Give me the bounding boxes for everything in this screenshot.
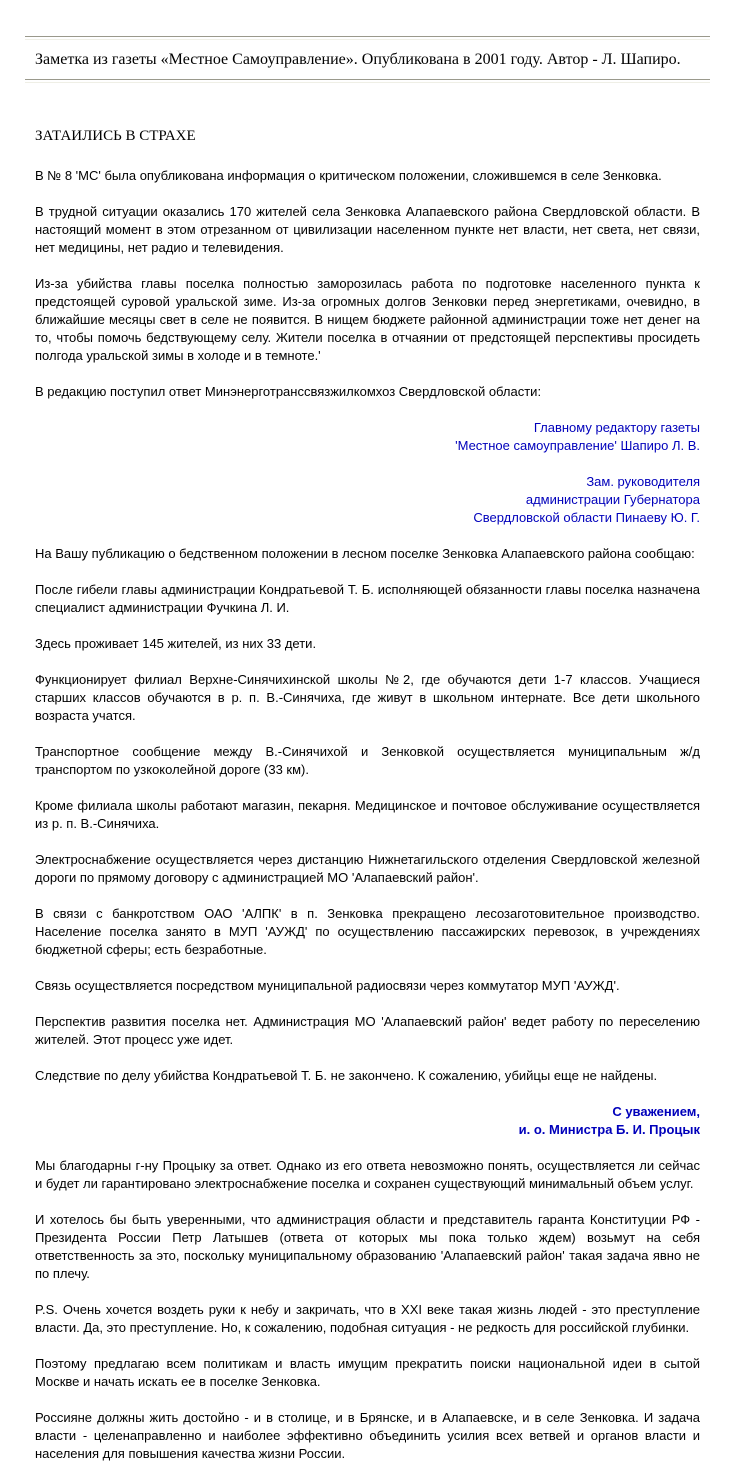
paragraph: В трудной ситуации оказались 170 жителей села Зенковка Алапаевского района Свердловской области. В настоящий момент в этом отрезанном от цивилизации населенном пункте нет власти, нет света, нет связи, нет медицины, нет радио и телевидения. <box>35 204 700 255</box>
paragraph: Поэтому предлагаю всем политикам и власть имущим прекратить поиски национальной идеи в сытой Москве и начать искать ее в поселке Зенковка. <box>35 1356 700 1389</box>
paragraph: Россияне должны жить достойно - и в столице, и в Брянске, и в Алапаевске, и в селе Зенковка. И задача власти - целенаправленно и наиболее эффективно объединить усилия всех ветвей и органов власти и населения для повышения качества жизни России. <box>35 1410 700 1461</box>
address-line: Главному редактору газеты <box>533 420 700 435</box>
address-line: Свердловской области Пинаеву Ю. Г. <box>473 510 700 525</box>
paragraph: P.S. Очень хочется воздеть руки к небу и закричать, что в XXI веке такая жизнь людей - это преступление власти. Да, это преступление. Но, к сожалению, подобная ситуация - не редкость для российской глубинки. <box>35 1302 700 1335</box>
paragraph: Связь осуществляется посредством муниципальной радиосвязи через коммутатор МУП 'АУЖД'. <box>35 978 620 993</box>
paragraph: Электроснабжение осуществляется через дистанцию Нижнетагильского отделения Свердловской железной дороги по прямому договору с администрацией МО 'Алапаевский район'. <box>35 852 700 885</box>
address-line: 'Местное самоуправление' Шапиро Л. В. <box>455 438 700 453</box>
paragraph: Кроме филиала школы работают магазин, пекарня. Медицинское и почтовое обслуживание осуществляется из р. п. В.-Синячиха. <box>35 798 700 831</box>
paragraph: Транспортное сообщение между В.-Синячихой и Зенковкой осуществляется муниципальным ж/д транспортом по узкоколейной дороге (33 км). <box>35 744 700 777</box>
paragraph: Функционирует филиал Верхне-Синячихинской школы №2, где обучаются дети 1-7 классов. Учащиеся старших классов обучаются в р. п. В.-Синячиха, где живут в школьном интернате. Все дети школьного возраста учатся. <box>35 672 700 723</box>
address-line: администрации Губернатора <box>525 492 700 507</box>
masthead-rule-bottom <box>25 79 710 83</box>
paragraph: Из-за убийства главы поселка полностью заморозилась работа по подготовке населенного пункта к предстоящей суровой уральской зиме. Из-за огромных долгов Зенковки перед энергетиками, очевидно, в ближайшие месяцы свет в селе не появится. В нищем бюджете районной администрации тоже нет денег на то, чтобы помочь бедствующему селу. Жители поселка в отчаянии от предстоящей перспективы просидеть полгода уральской зимы в холоде и в темноте.' <box>35 276 700 363</box>
paragraph: В № 8 'МС' была опубликована информация о критическом положении, сложившемся в селе Зенковка. <box>35 168 662 183</box>
paragraph: И хотелось бы быть уверенными, что администрация области и представитель гаранта Конституции РФ - Президента России Петр Латышев (ответа от которых мы пока только ждем) возьмут на себя ответственность за это, поскольку муниципальному образованию 'Алапаевский район' такая задача явно не по плечу. <box>35 1212 700 1281</box>
paragraph: Мы благодарны г-ну Процыку за ответ. Однако из его ответа невозможно понять, осуществляется ли сейчас и будет ли гарантировано электроснабжение поселка и сохранен существующий минимальный объем услуг. <box>35 1158 700 1191</box>
paragraph: После гибели главы администрации Кондратьевой Т. Б. исполняющей обязанности главы поселка назначена специалист администрации Фучкина Л. И. <box>35 582 700 615</box>
signature-line: и. о. Министра Б. И. Процык <box>518 1122 700 1137</box>
masthead-rule-top <box>25 36 710 40</box>
paragraph: В связи с банкротством ОАО 'АЛПК' в п. Зенковка прекращено лесозаготовительное производство. Население поселка занято в МУП 'АУЖД' по осуществлению пассажирских перевозок, в учреждениях бюджетной сферы; есть безработные. <box>35 906 700 957</box>
signature-line: С уважением, <box>612 1104 700 1119</box>
masthead-note: Заметка из газеты «Местное Самоуправление». Опубликована в 2001 году. Автор - Л. Шапиро. <box>35 51 681 68</box>
paragraph: В редакцию поступил ответ Минэнерготранссвязжилкомхоз Свердловской области: <box>35 384 542 399</box>
paragraph: На Вашу публикацию о бедственном положении в лесном поселке Зенковка Алапаевского района сообщаю: <box>35 546 695 561</box>
article-title: ЗАТАИЛИСЬ В СТРАХЕ <box>35 128 196 144</box>
address-line: Зам. руководителя <box>586 474 700 489</box>
address-block-editor <box>35 419 700 455</box>
paragraph: Следствие по делу убийства Кондратьевой Т. Б. не закончено. К сожалению, убийцы еще не найдены. <box>35 1068 658 1083</box>
paragraph: Перспектив развития поселка нет. Администрация МО 'Алапаевский район' ведет работу по переселению жителей. Этот процесс уже идет. <box>35 1014 700 1047</box>
signature-block <box>35 1103 700 1139</box>
paragraph: Здесь проживает 145 жителей, из них 33 дети. <box>35 636 317 651</box>
article-body <box>35 127 700 1463</box>
address-block-governor <box>35 473 700 527</box>
